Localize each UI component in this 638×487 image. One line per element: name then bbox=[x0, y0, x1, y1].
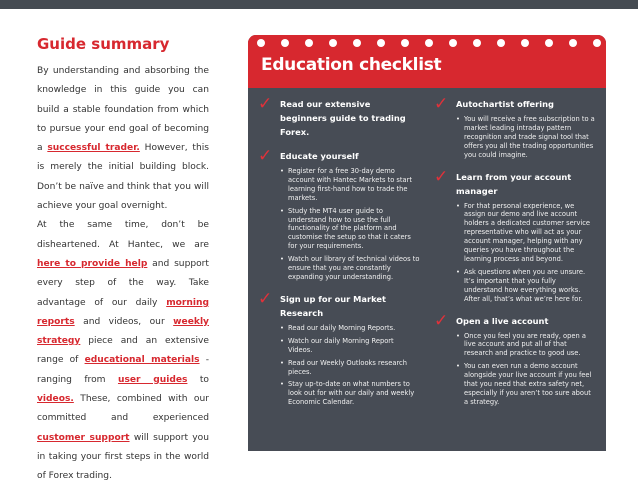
binder-holes bbox=[257, 39, 601, 47]
checklist-bullet: • Watch our daily Morning Report Videos. bbox=[280, 337, 420, 355]
summary-text: - ranging from bbox=[37, 355, 209, 385]
binder-hole bbox=[569, 39, 577, 47]
checklist-item bbox=[254, 288, 420, 407]
checklist-item-heading: Open a live account bbox=[456, 315, 549, 326]
checklist-title: Education checklist bbox=[261, 55, 442, 75]
summary-text: By understanding and absorbing the knowledge in this guide you can build a stable foundation from which to pursue your end goal of becoming a bbox=[37, 66, 209, 154]
checklist-bullet: • Register for a free 30-day demo account with Hantec Markets to start learning first-hand how to trade the markets. bbox=[280, 167, 420, 203]
checkmark-icon: ✓ bbox=[258, 94, 273, 114]
summary-link[interactable]: educational materials bbox=[84, 355, 200, 366]
checklist-item bbox=[254, 94, 420, 139]
checklist-item bbox=[254, 146, 420, 282]
checklist-bullet: • You will receive a free subscription to a market leading intraday pattern recognition and trade signal tool that offers you all the trading opportunities you could imagine. bbox=[456, 115, 596, 160]
checklist-bullet: • Stay up-to-date on what numbers to look out for with our daily and weekly Economic Calendar. bbox=[280, 380, 420, 407]
summary-text: will support you in taking your first steps in the world of Forex trading. bbox=[37, 432, 210, 482]
checklist-bullet: • You can even run a demo account alongside your live account if you feel that you need that extra safety net, especially if you aren’t too sure about a strategy. bbox=[456, 362, 596, 407]
summary-paragraph-2 bbox=[37, 216, 209, 486]
checkmark-icon: ✓ bbox=[434, 166, 449, 187]
summary-link[interactable]: here to provide help bbox=[37, 258, 148, 269]
binder-hole bbox=[593, 39, 601, 47]
summary-text: At the same time, don’t be disheartened. At Hantec, we are bbox=[37, 220, 209, 250]
checklist-bullet: • Ask questions when you are unsure. It’s important that you fully understand how everything works. After all, that’s what we’re here for. bbox=[456, 268, 596, 304]
checklist-bullet: • Study the MT4 user guide to understand how to use the full functionality of the platform and customise the setup so that it caters for your requirements. bbox=[280, 207, 420, 252]
checklist-bullet-list bbox=[280, 324, 420, 407]
binder-hole bbox=[257, 39, 265, 47]
binder-hole bbox=[473, 39, 481, 47]
binder-hole bbox=[281, 39, 289, 47]
summary-text: piece and an extensive range of bbox=[37, 336, 209, 366]
checklist-bullet: • For that personal experience, we assign our demo and live account holders a dedicated customer service representative who will act as your account manager, helping with any queries you have throughout the learning process and beyond. bbox=[456, 202, 596, 264]
binder-hole bbox=[305, 39, 313, 47]
checklist-item-heading: Sign up for our Market Research bbox=[280, 293, 386, 318]
checklist-bullet: • Watch our library of technical videos to ensure that you are constantly expanding your understanding. bbox=[280, 255, 420, 282]
checklist-bullet-list bbox=[456, 332, 596, 407]
checklist-item bbox=[430, 94, 596, 160]
checklist-bullet-list bbox=[456, 202, 596, 304]
guide-summary-section bbox=[37, 34, 209, 487]
checklist-column-right bbox=[430, 94, 596, 417]
binder-hole bbox=[449, 39, 457, 47]
summary-text: These, combined with our committed and experienced bbox=[37, 394, 209, 424]
checklist-item-heading: Read our extensive beginners guide to trading Forex. bbox=[280, 99, 406, 137]
binder-hole bbox=[521, 39, 529, 47]
checklist-column-left bbox=[254, 94, 420, 417]
binder-hole bbox=[425, 39, 433, 47]
checklist-bullet-list bbox=[280, 167, 420, 282]
education-checklist-card bbox=[248, 35, 606, 451]
summary-link[interactable]: videos. bbox=[37, 394, 74, 405]
binder-hole bbox=[377, 39, 385, 47]
summary-text: and videos, our bbox=[74, 316, 174, 327]
summary-link[interactable]: weekly strategy bbox=[37, 316, 209, 347]
checklist-bullet: • Read our Weekly Outlooks research pieces. bbox=[280, 359, 420, 377]
checkmark-icon: ✓ bbox=[258, 146, 273, 166]
checklist-item-heading: Autochartist offering bbox=[456, 99, 554, 109]
checklist-bullet: • Once you feel you are ready, open a live account and put all of that research and practice to good use. bbox=[456, 332, 596, 359]
guide-summary-title: Guide summary bbox=[37, 35, 170, 53]
checklist-item bbox=[430, 166, 596, 304]
summary-link[interactable]: user guides bbox=[117, 374, 188, 385]
checklist-item bbox=[430, 310, 596, 407]
summary-link[interactable]: customer support bbox=[37, 432, 130, 443]
binder-hole bbox=[329, 39, 337, 47]
checklist-bullet-list bbox=[456, 115, 596, 160]
checklist-item-heading: Educate yourself bbox=[280, 151, 359, 161]
checklist-bullet: • Read our daily Morning Reports. bbox=[280, 324, 420, 333]
binder-hole bbox=[401, 39, 409, 47]
binder-hole bbox=[353, 39, 361, 47]
checklist-header bbox=[248, 35, 606, 88]
top-bar bbox=[0, 0, 638, 9]
binder-hole bbox=[497, 39, 505, 47]
checkmark-icon: ✓ bbox=[434, 310, 449, 331]
summary-text: to bbox=[187, 374, 209, 385]
summary-text: and support every step of the way. Take advantage of our daily bbox=[37, 258, 209, 308]
summary-link[interactable]: successful trader. bbox=[47, 143, 140, 154]
checklist-item-heading: Learn from your account manager bbox=[456, 171, 572, 196]
summary-link[interactable]: morning reports bbox=[37, 297, 209, 327]
checkmark-icon: ✓ bbox=[434, 94, 449, 114]
binder-hole bbox=[545, 39, 553, 47]
summary-text: However, this is merely the initial building block. Don’t be naïve and think that you will achieve your goal overnight. bbox=[37, 143, 209, 212]
summary-paragraph-1 bbox=[37, 62, 209, 216]
checkmark-icon: ✓ bbox=[258, 288, 273, 309]
